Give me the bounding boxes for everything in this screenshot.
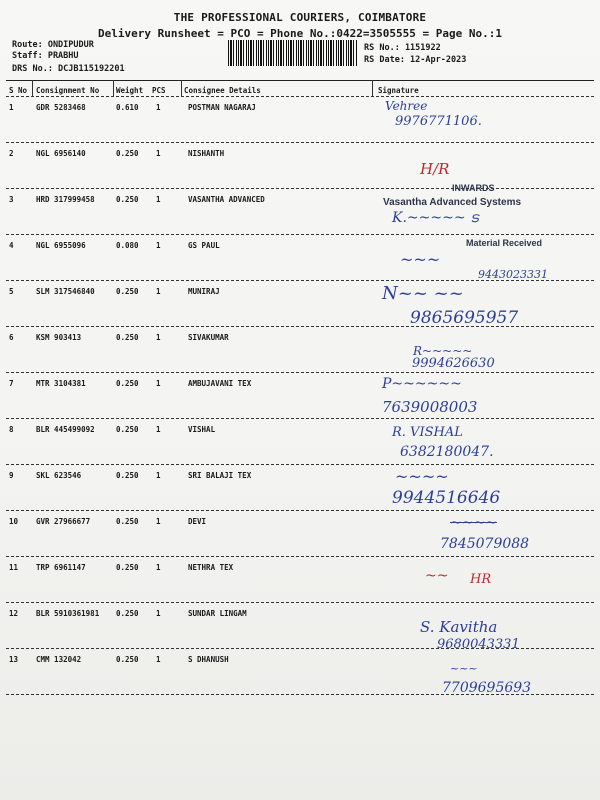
cell-consignment: CMM 132042 [36, 655, 82, 664]
signature-scribble-6: R~~~~~ [413, 344, 473, 358]
signature-row-11: HR [470, 572, 492, 587]
cell-consignment: NGL 6955096 [36, 241, 86, 250]
cell-pcs: 1 [156, 517, 161, 526]
signature-row-5b: 9865695957 [410, 308, 519, 328]
cell-sno: 13 [9, 655, 19, 664]
signature-scribble-4: ~~~ [400, 250, 441, 269]
signature-row-5a: 9443023331 [478, 268, 548, 281]
runsheet-subtitle: Delivery Runsheet = PCO = Phone No.:0422=3505555 = Page No.:1 [98, 27, 502, 40]
cell-consignee: AMBUJAVANI TEX [188, 379, 252, 388]
signature-row-10: 7845079088 [440, 536, 530, 552]
inwards-stamp: INWARDS [452, 183, 495, 193]
signature-scribble-1: Vehree [385, 99, 428, 113]
col-divider [372, 80, 373, 96]
signature-row-13: 7709695693 [442, 680, 532, 696]
cell-sno: 4 [9, 241, 14, 250]
cell-pcs: 1 [156, 287, 161, 296]
cell-pcs: 1 [156, 425, 161, 434]
col-divider [113, 80, 114, 96]
cell-sno: 11 [9, 563, 19, 572]
material-received-stamp: Material Received [466, 238, 543, 248]
cell-sno: 10 [9, 517, 19, 526]
cell-weight: 0.250 [116, 563, 139, 572]
signature-scribble-13: ~~~ [450, 662, 478, 675]
cell-consignment: TRP 6961147 [36, 563, 86, 572]
cell-consignment: SKL 623546 [36, 471, 82, 480]
cell-consignment: SLM 317546840 [36, 287, 95, 296]
cell-weight: 0.250 [116, 517, 139, 526]
cell-weight: 0.250 [116, 655, 139, 664]
table-header-rule [6, 96, 594, 97]
cell-pcs: 1 [156, 471, 161, 480]
cell-weight: 0.250 [116, 379, 139, 388]
cell-weight: 0.250 [116, 425, 139, 434]
row-divider [6, 510, 594, 511]
cell-consignee: SRI BALAJI TEX [188, 471, 252, 480]
cell-consignee: S DHANUSH [188, 655, 229, 664]
row-divider [6, 556, 594, 557]
signature-scribble-5: N~~ ~~ [382, 283, 464, 304]
route-label: Route: ONDIPUDUR [12, 40, 94, 50]
row-divider [6, 234, 594, 235]
signature-scribble-3: K.~~~~~ ട [392, 210, 479, 226]
col-consignee: Consignee Details [184, 86, 261, 95]
cell-consignee: NISHANTH [188, 149, 225, 158]
cell-pcs: 1 [156, 563, 161, 572]
cell-consignee: SIVAKUMAR [188, 333, 229, 342]
cell-pcs: 1 [156, 149, 161, 158]
signature-row-7: 7639008003 [382, 398, 478, 416]
cell-pcs: 1 [156, 333, 161, 342]
col-signature: Signature [378, 86, 419, 95]
cell-sno: 2 [9, 149, 14, 158]
cell-pcs: 1 [156, 655, 161, 664]
cell-consignment: BLR 445499092 [36, 425, 95, 434]
signature-scribble-11: ~~ [425, 568, 449, 584]
cell-sno: 7 [9, 379, 14, 388]
signature-scribble-7: P~~~~~~ [382, 376, 462, 392]
col-pcs: PCS [152, 86, 166, 95]
cell-weight: 0.250 [116, 287, 139, 296]
cell-sno: 1 [9, 103, 14, 112]
col-weight: Weight [116, 86, 144, 95]
cell-pcs: 1 [156, 241, 161, 250]
cell-sno: 6 [9, 333, 14, 342]
signature-row-1: 9976771106. [395, 114, 482, 129]
row-divider [6, 418, 594, 419]
cell-weight: 0.250 [116, 333, 139, 342]
staff-label: Staff: PRABHU [12, 51, 79, 61]
vasantha-stamp: Vasantha Advanced Systems [383, 197, 522, 208]
cell-weight: 0.080 [116, 241, 139, 250]
signature-row-12a: S. Kavitha [420, 618, 498, 636]
signature-row-9: 9944516646 [392, 488, 501, 508]
cell-consignment: HRD 317999458 [36, 195, 95, 204]
cell-consignment: GDR 5283468 [36, 103, 86, 112]
cell-sno: 12 [9, 609, 19, 618]
row-divider [6, 372, 594, 373]
col-consignment: Consignment No [36, 86, 100, 95]
cell-weight: 0.250 [116, 609, 139, 618]
cell-weight: 0.250 [116, 149, 139, 158]
company-title: THE PROFESSIONAL COURIERS, COIMBATORE [173, 11, 427, 24]
signature-row-6: 9994626630 [412, 356, 495, 371]
cell-sno: 5 [9, 287, 14, 296]
signature-row-8a: R. VISHAL [392, 425, 463, 440]
rs-number: RS No.: 1151922 [364, 43, 441, 53]
cell-weight: 0.250 [116, 195, 139, 204]
barcode [228, 40, 358, 66]
cell-consignee: VASANTHA ADVANCED [188, 195, 265, 204]
cell-sno: 8 [9, 425, 14, 434]
cell-sno: 9 [9, 471, 14, 480]
cell-consignment: GVR 27966677 [36, 517, 91, 526]
signature-row-12b: 9680043331 [437, 637, 520, 652]
cell-consignee: SUNDAR LINGAM [188, 609, 247, 618]
cell-sno: 3 [9, 195, 14, 204]
col-divider [32, 80, 33, 96]
rs-date: RS Date: 12-Apr-2023 [364, 55, 467, 65]
row-divider [6, 188, 594, 189]
cell-consignment: NGL 6956140 [36, 149, 86, 158]
row-divider [6, 142, 594, 143]
col-divider [181, 80, 182, 96]
cell-pcs: 1 [156, 379, 161, 388]
signature-scribble-10: ~~~~ [450, 515, 497, 531]
cell-pcs: 1 [156, 195, 161, 204]
cell-pcs: 1 [156, 103, 161, 112]
row-divider [6, 464, 594, 465]
cell-consignee: DEVI [188, 517, 207, 526]
cell-consignment: KSM 903413 [36, 333, 82, 342]
signature-row-2: H/R [420, 160, 450, 178]
cell-consignee: NETHRA TEX [188, 563, 234, 572]
table-top-rule [6, 80, 594, 81]
cell-pcs: 1 [156, 609, 161, 618]
cell-weight: 0.610 [116, 103, 139, 112]
signature-scribble-9: ~~~~ [395, 467, 449, 486]
cell-consignee: VISHAL [188, 425, 216, 434]
row-divider [6, 602, 594, 603]
cell-consignee: POSTMAN NAGARAJ [188, 103, 256, 112]
cell-weight: 0.250 [116, 471, 139, 480]
signature-row-8b: 6382180047. [400, 444, 494, 460]
cell-consignment: BLR 5910361981 [36, 609, 100, 618]
drs-number: DRS No.: DCJB115192201 [12, 64, 125, 74]
col-sno: S No [9, 86, 28, 95]
cell-consignee: GS PAUL [188, 241, 220, 250]
cell-consignment: MTR 3104381 [36, 379, 86, 388]
cell-consignee: MUNIRAJ [188, 287, 220, 296]
